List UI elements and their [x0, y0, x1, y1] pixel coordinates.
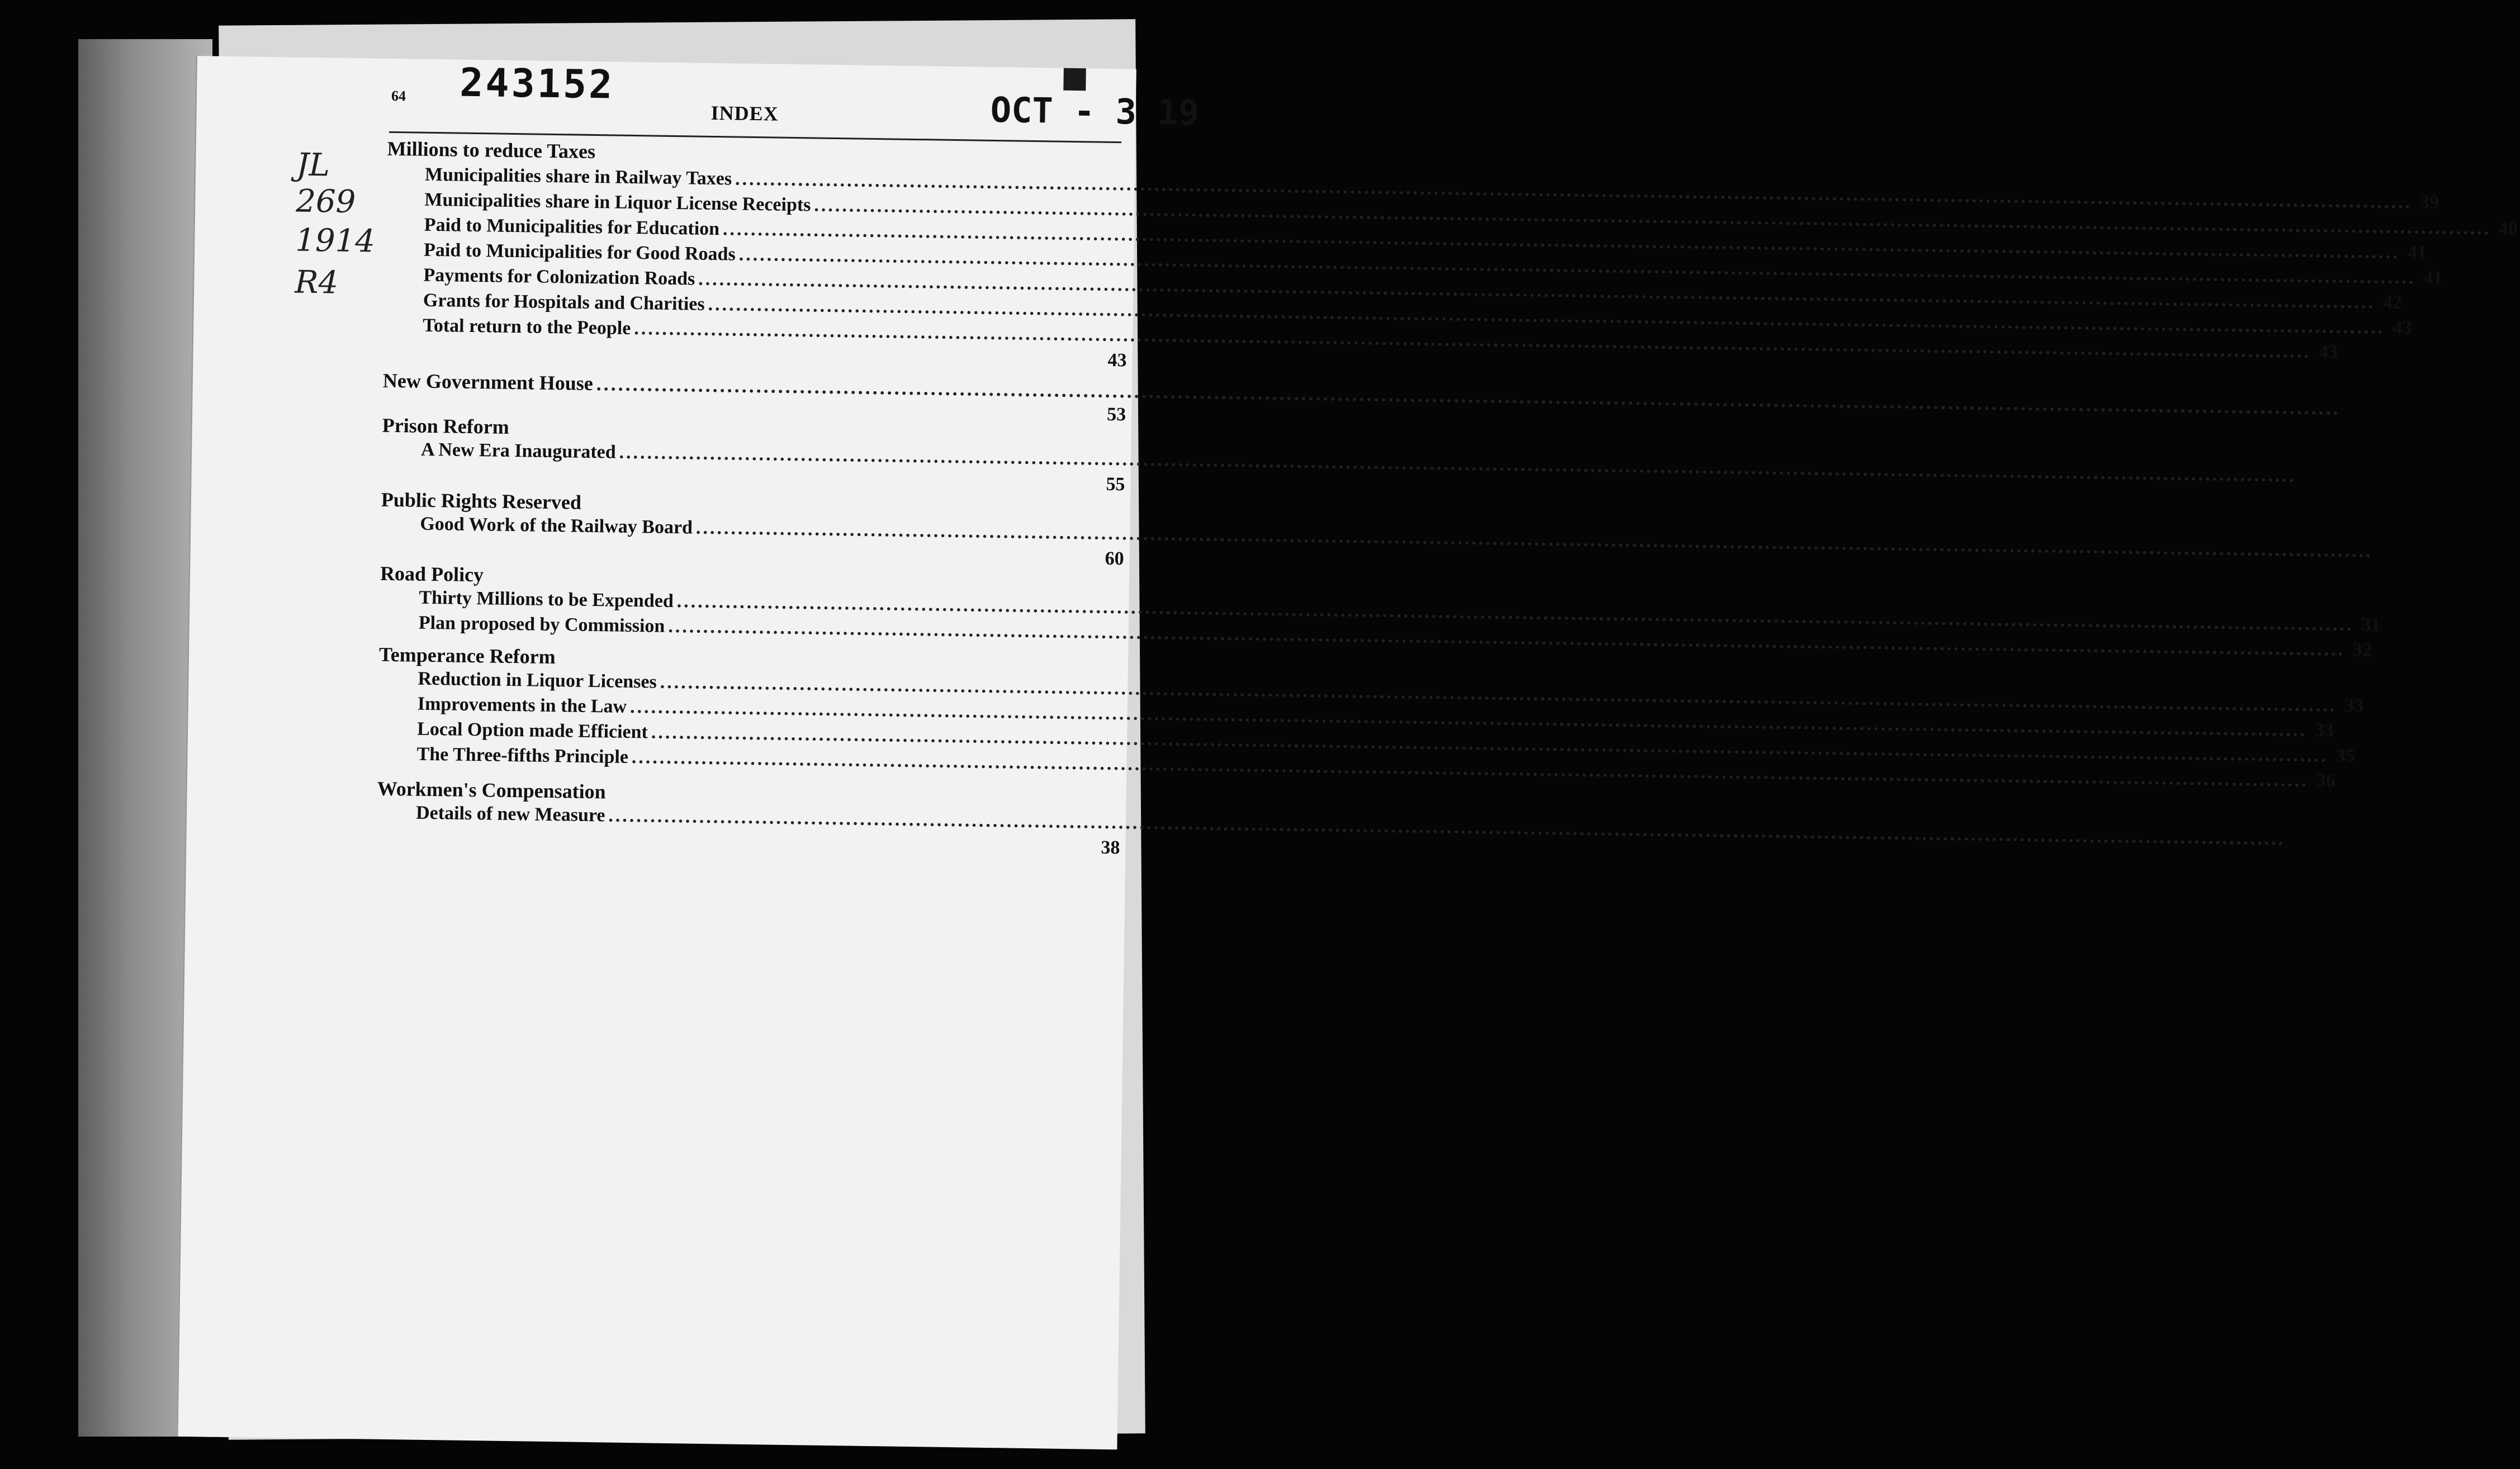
serial-number: 243152 [459, 59, 615, 108]
entry-page: 31 [2361, 614, 2381, 636]
entry-page: 41 [2407, 242, 2427, 263]
margin-note: 1914 [295, 222, 376, 260]
film-mark [1063, 68, 1086, 91]
entry-title: A New Era Inaugurated [420, 439, 616, 463]
page-number: 64 [391, 87, 406, 105]
entry-page: 35 [2336, 745, 2355, 767]
entry-page: 39 [2419, 192, 2440, 214]
entry-title: Total return to the People [423, 315, 631, 339]
entry-title: Improvements in the Law [417, 693, 627, 717]
index-entry [423, 315, 2338, 363]
entry-title: Local Option made Efficient [416, 718, 648, 743]
entry-title: Paid to Municipalities for Education [424, 214, 720, 240]
entry-title: Payments for Colonization Roads [423, 264, 695, 290]
entry-title: Details of new Measure [415, 802, 605, 826]
entry-page: 41 [2423, 267, 2443, 289]
entry-title: Thirty Millions to be Expended [419, 587, 674, 612]
entry-page: 43 [2318, 342, 2338, 363]
section-heading: Road Policy [380, 562, 484, 586]
entry-title: Good Work of the Railway Board [420, 513, 693, 538]
dot-leader [619, 442, 2296, 487]
section-heading: Millions to reduce Taxes [387, 137, 596, 163]
index-entry [416, 803, 1120, 834]
entry-page: 38 [1101, 837, 1120, 859]
index-entry [416, 743, 2336, 792]
entry-page: 60 [1105, 548, 1124, 570]
date-stamp: OCT - 3 19 [990, 89, 1200, 134]
dot-leader [596, 372, 2341, 420]
entry-title: Paid to Municipalities for Good Roads [423, 239, 736, 265]
margin-note: R4 [294, 264, 339, 301]
entry-page: 32 [2352, 639, 2372, 661]
entry-page: 43 [2393, 317, 2412, 339]
document-page [177, 56, 2518, 1449]
entry-title: Municipalities share in Liquor License Receipts [424, 189, 811, 216]
entry-page: 33 [2314, 720, 2334, 741]
page-title: INDEX [710, 101, 779, 125]
margin-note: JL [296, 146, 330, 184]
section-heading: Workmen's Compensation [377, 777, 607, 803]
entry-page: 40 [2498, 218, 2518, 240]
entry-page: 33 [2344, 695, 2364, 717]
entry-page: 53 [1106, 404, 1126, 425]
index-entry [421, 439, 1125, 471]
entry-page: 43 [1107, 349, 1127, 371]
section-heading: New Government House [382, 369, 594, 395]
entry-title: Municipalities share in Railway Taxes [424, 164, 732, 189]
index-entry [383, 369, 1126, 403]
margin-note: 269 [295, 183, 356, 221]
section-heading: Temperance Reform [378, 643, 556, 669]
index-entry [420, 514, 1124, 545]
section-heading: Prison Reform [382, 414, 510, 438]
section-heading: Public Rights Reserved [381, 488, 582, 514]
entry-page: 42 [2382, 292, 2403, 314]
entry-title: Grants for Hospitals and Charities [423, 290, 705, 315]
entry-page: 36 [2316, 770, 2336, 792]
dot-leader [696, 518, 2373, 562]
dot-leader [608, 805, 2285, 850]
entry-title: The Three-fifths Principle [416, 743, 629, 767]
entry-title: Reduction in Liquor Licenses [418, 668, 657, 693]
entry-title: Plan proposed by Commission [418, 612, 665, 637]
entry-page: 55 [1106, 473, 1125, 495]
